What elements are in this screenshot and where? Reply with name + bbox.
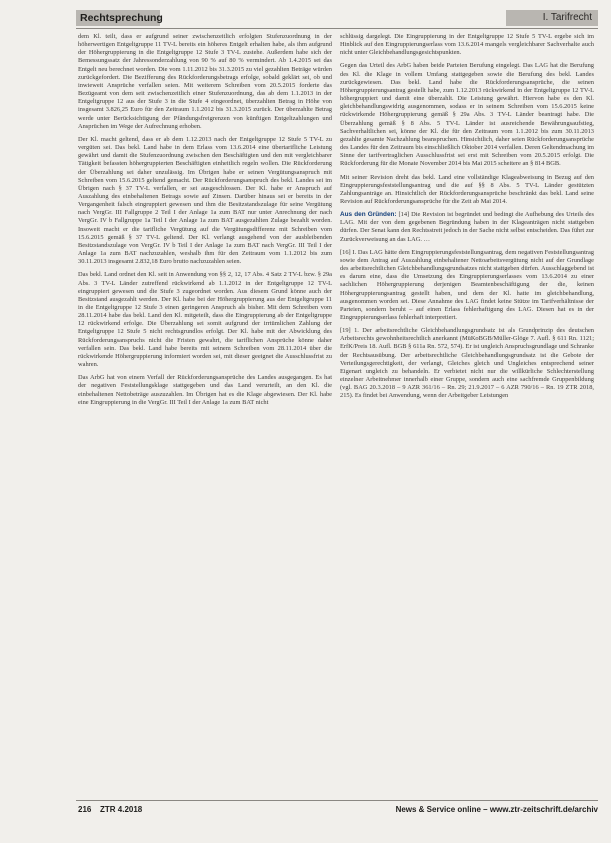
issue-label: ZTR 4.2018 <box>100 805 143 814</box>
page-number: 216 <box>78 805 92 814</box>
paragraph: Gegen das Urteil des ArbG haben beide Parteien Berufung eingelegt. Das LAG hat die Berufung des Kl. die Klage in vollem Umfang stattgegeben sowie die Berufung des bekl. Landes zurückgewiesen. Das bekl. Land habe die Rückforderungsansprüche, die seinen Höhergruppierungsantrag gestellt habe, zum 1.12.2013 rückwirkend in der Entgeltgruppe 12 TV-L höhergruppiert und damit eine überzahlt. Die Leistung gewährt. Hiervon habe es den Kl. gleichbehandlungswidrig ausgenommen, sodass er in seinem Schreiben vom 15.6.2015 keine rückwirkende Höhergruppierung gemäß § 29a Abs. 3 TV-L Länder beantragt habe. Die Überzahlung gemäß § 8 Abs. 5 TV-L Länder ist ausreichende Bewährungsaufstieg, Sachverhaltlichen sei, könne der Kl. die für den Zeitraum vom 1.1.2012 bis zum 30.11.2013 gezahlte gesamte Nachzahlung beanspruchen. Hinsichtlich, daher seien Rückforderungsansprüche des Landes für den Zeitraum bis einschließlich Oktober 2014 verfallen. Deren Geltendmachung im Sinne der tarifvertraglichen Ausschlussfrist sei erst mit Schreiben vom 20.5.2015 erfolgt. Die Rückforderung für die Monate November 2014 bis Mai 2015 scheitere an § 814 BGB. <box>340 62 594 168</box>
paragraph: Das bekl. Land ordnet den Kl. seit in Anwendung von §§ 2, 12, 17 Abs. 4 Satz 2 TV-L bzw. § 29a Abs. 3 TV-L Länder zutreffend rückwirkend ab 1.1.2012 in der Entgeltgruppe 12 TV-L eingruppiert gewesen und die Stufe 3 zugeordnet worden. Aus diesem Grund könne auch der Besitzstand ausgezahlt werden. Der Kl. habe bei der Höhergruppierung aus der Entgeltgruppe 11 in die Entgeltgruppe 12 Stufe 3 einen geringeren Anspruch als bisher. Mit dem Schreiben vom 28.11.2014 habe das bekl. Land den Kl. mitgeteilt, dass die Eingruppierung ab der Entgeltgruppe 12 rückwirkend erfolge. Die Überzahlung sei somit aufgrund der irrtümlichen Zahlung der Entgeltgruppe 12 Stufe 5 nicht rechtsgrundlos erfolgt. Der Kl. habe mit der Abwicklung des Rückforderungsanspruchs nicht die Fristen gewahrt, die tariflichen Ansprüche könne daher verfallen sein. Das bekl. Land habe bereits mit seinem Schreiben vom 28.11.2014 über die rückwirkende Höhergruppierung informiert worden sei, mit dieser geeignet die Ausschlussfrist zu wahren. <box>78 271 332 369</box>
header-rule <box>76 28 598 29</box>
reasons-heading: Aus den Gründen: <box>340 211 397 219</box>
paragraph: Das ArbG hat von einem Verfall der Rückforderungsansprüche des Landes ausgegangen. Es hat der negativen Feststellungsklage stattgegeben und das Land verurteilt, an den Kl. die einbehaltenen Nettobeträge auszuzahlen. Im Übrigen hat es die Klage abgewiesen. Der Kl. habe eine Eingruppierung in die VergGr. III Teil I der Anlage 1a zum BAT nicht <box>78 374 332 406</box>
paragraph: dem Kl. teilt, dass er aufgrund seiner zwischenzeitlich erfolgten Stufenzuordnung in der höherwertigen Entgeltgruppe 11 TV-L bereits ein höheres Entgelt erhalten habe, als ihm aufgrund der Höhergruppierung in die Entgeltgruppe 12 Stufe 3 TV-L zustehe. Außerdem habe sich der Bemessungssatz der Jahressonderzahlung von 90 % auf 80 % vermindert. Ab 1.4.2015 sei das Entgelt neu berechnet worden. Die vom 1.11.2012 bis 31.3.2015 zu viel gezahlten Beträge würden zurückgefordert. Die Bezifferung des Rückforderungsbetrags erfolge, sobald geklärt sei, ob und inwieweit Ansprüche verfallen seien. Mit weiterem Schreiben vom 20.5.2015 forderte das Bezügeamt von dem seit zwischenzeitlich einer Stufenzuordnung, das ab dem 1.1.2013 in der Entgeltgruppe 12 aus der Stufe 3 in die Stufe 4 eingeordnet, überzahlten Betrag in Höhe von insgesamt 3.826,25 Euro für den Zeitraum 1.1.2012 bis 31.3.2015 zurück. Der überzahlte Betrag werde unter Berücksichtigung der Pfändungsfreigrenzen von künftigen Entgeltzahlungen und Ansprüchen im Wege der Aufrechnung erhoben. <box>78 33 332 130</box>
category-header: I. Tarifrecht <box>506 10 598 26</box>
paragraph: [16] I. Das LAG hätte dem Eingruppierungsfeststellungsantrag, dem negativen Feststellungsantrag sowie dem Antrag auf Auszahlung einbehaltener Nettoarbeitsvergütung nicht auf der Grundlage des arbeitsrechtlichen Gleichbehandlungsgrundsatzes nicht stattgeben dürfen. Ausschlaggebend ist es darum eine, dass die Umsetzung des Eingruppierungserlasses vom 13.6.2014 zu einer sachlichen Höhergruppierung derjenigen Beamtenbeschäftigung der die, keinen Höhergruppierungsantrag gestellt haben, und dem der Kl. hatte im gleichbehandlung, ausgenommen worden sei. Diese Annahme des LAG findet keine Stütze im Tarifverhältnisse der Parteien, sondern beruht – auf einen Erlass fehlerhaftigung des LAG. Diesen hat es in der Eingruppierungserlass fehlerhaft interpretiert. <box>340 248 594 321</box>
footer-link[interactable]: News & Service online – www.ztr-zeitschrift.de/archiv <box>395 805 598 814</box>
reasons-paragraph <box>340 211 594 244</box>
footer-rule <box>76 800 598 801</box>
reasons-text: [14] Die Revision ist begründet und bedingt die Aufhebung des Urteils des LAG. Mit der von dem gegebenen Begründung haben in der Klageanträgen nicht stattgeben dürfen. Der Senat kann den Rechtsstreit jedoch in der Sache nicht selbst entscheiden. Das führt zur Zurückverweisung an das LAG. … <box>340 211 594 243</box>
right-column <box>340 33 594 793</box>
paragraph: Mit seiner Revision dreht das bekl. Land eine vollständige Klageabweisung in Bezug auf den Eingruppierungsfeststellungsantrag und die auf §§ 8 Abs. 5 TV-L Länder gestützten Zahlungsanträge an. Hinsichtlich der Rückforderungsansprüche beschränkt das bekl. Land seine Revision auf Rückforderungsansprüche für die Zeit ab Mai 2014. <box>340 173 594 205</box>
paragraph: schlüssig dargelegt. Die Eingruppierung in der Entgeltgruppe 12 Stufe 5 TV-L ergebe sich im Hinblick auf den Eingruppierungserlass vom 13.6.2014 mangels vergleichbarer Sachverhalte auch nicht unter Gleichbehandlungsgesichtspunkten. <box>340 33 594 57</box>
left-column <box>78 33 332 793</box>
paragraph: Der Kl. macht geltend, dass er ab dem 1.12.2013 nach der Entgeltgruppe 12 Stufe 5 TV-L zu vergüten sei. Das bekl. Land habe in dem Erlass vom 13.6.2014 eine übertarifliche Leistung gewährt und damit die Stufenzuordnung zwischen den Beschäftigten und den mit vergleichbarer Tätigkeit befassten höhergruppierten Beschäftigten einheitlich regeln wollen. Die Rückforderung der Überzahlung sei daher unzulässig. Im Übrigen habe er seinen Vergütungsanspruch mit Schreiben vom 15.6.2015 geltend gemacht. Der Rückforderungsanspruch des bekl. Landes sei im Übrigen nach § 37 TV-L verfallen, er sei ausgeschlossen. Der Kl. habe er Anspruch auf Auszahlung des einbehaltenen Betrags sowie auf Zinsen. Darüber hinaus sei er bereits in der Vergangenheit falsch eingruppiert gewesen und ihm die Besitzstandszulage für seine Vergütung nach VergGr. III Fallgruppe 2 Teil I der Anlage 1a zum BAT nur unter Anrechnung der nach VergGr. IV b Fallgruppe 1a Teil I der Anlage 1a zum BAT ausgezahlten Zulage bezahlt worden. Insoweit macht er die tarifliche Vergütung auf die Vergütungsdifferenz mit Schreiben vom 15.6.2015 gemäß § 37 TV-L geltend. Der Kl. verlangt ausgehend von der ausbleibenden Besitzstandszulage von VergGr. IV b Teil I der Anlage 1a zum BAT nach VergGr. III Teil I der Anlage 1a zum BAT nachzuzahlen, weshalb ihm für den Zeitraum vom 1.1.2012 bis zum 30.11.2013 insgesamt 2.832,18 Euro brutto nachzuzahlen seien. <box>78 135 332 266</box>
paragraph: [19] 1. Der arbeitsrechtliche Gleichbehandlungsgrundsatz ist als Grundprinzip des deutschen Arbeitsrechts gewohnheitsrechtlich anerkannt (MüKoBGB/Müller-Glöge 7. Aufl. § 611 Rn. 1121; ErfK/Preis 18. Aufl. BGB § 611a Rn. 572, 574). Er ist ungleich Anspruchsgrundlage und Schranke der Rechtsausübung. Der arbeitsrechtliche Gleichbehandlungsgrundsatz ist die Gebote der Verteilungsgerechtigkeit, der verlangt, Gleiches gleich und Ungleiches entsprechend seiner Eigenart ungleich zu behandeln. Er verbietet nicht nur die willkürliche Schlechterstellung einzelner Arbeitnehmer innerhalb einer Gruppe, sondern auch eine sachfremde Gruppenbildung (vgl. BAG 20.3.2018 – 9 AZR 361/16 – Rn. 29; 21.9.2017 – 6 AZR 790/16 – Rn. 19 ZTR 2018, 215). Es findet bei Anwendung, wenn der Arbeitgeber Leistungen <box>340 327 594 400</box>
section-header: Rechtsprechung <box>76 10 160 26</box>
